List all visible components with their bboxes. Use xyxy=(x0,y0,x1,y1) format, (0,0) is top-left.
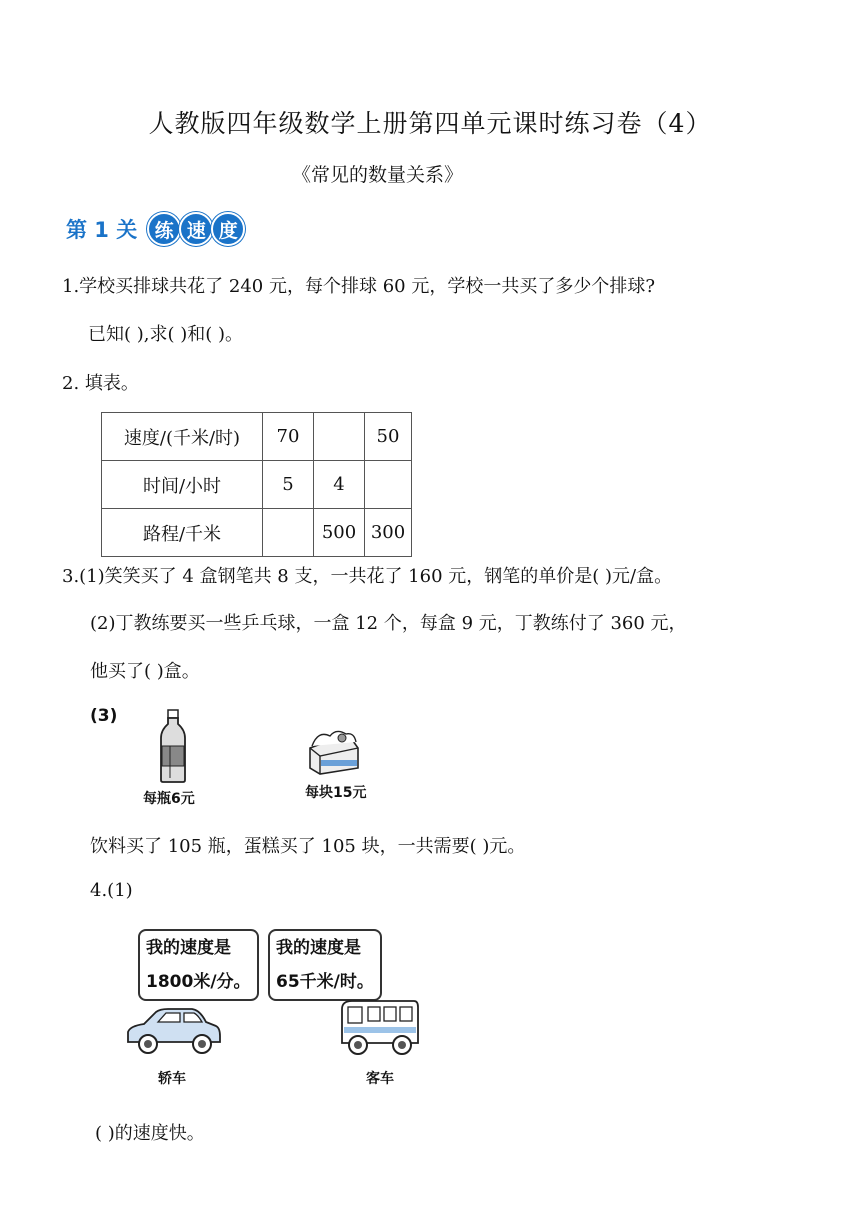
bus-speech-bubble xyxy=(268,929,382,1001)
table-row xyxy=(102,461,412,509)
bus-icon xyxy=(338,997,420,1059)
bus-bubble-line-1: 我的速度是 xyxy=(276,938,361,958)
table-cell: 70 xyxy=(263,413,314,461)
page-subtitle: 《常见的数量关系》 xyxy=(292,164,464,186)
car-speech-bubble xyxy=(138,929,259,1001)
car-bubble-line-1: 我的速度是 xyxy=(146,938,231,958)
page-title: 人教版四年级数学上册第四单元课时练习卷（4） xyxy=(148,109,712,138)
section-badge-3: 度 xyxy=(211,212,245,246)
question-4-label: 4.(1) xyxy=(90,880,133,901)
table-cell xyxy=(314,413,365,461)
table-cell: 5 xyxy=(263,461,314,509)
question-3-part-3-text: 饮料买了 105 瓶，蛋糕买了 105 块，一共需要( )元。 xyxy=(90,836,526,857)
table-cell: 500 xyxy=(314,509,365,557)
section-badge-1: 练 xyxy=(147,212,181,246)
section-badge-2: 速 xyxy=(179,212,213,246)
car-icon xyxy=(122,1004,224,1056)
table-cell: 时间/小时 xyxy=(102,461,263,509)
question-1-blanks: 已知( ),求( )和( )。 xyxy=(88,324,244,345)
question-3-part-2: (2)丁教练要买一些乒乓球，一盒 12 个，每盒 9 元，丁教练付了 360 元， xyxy=(90,613,687,634)
bottle-price-label: 每瓶6元 xyxy=(143,791,195,807)
question-2-text: 2. 填表。 xyxy=(62,373,139,394)
table-cell: 50 xyxy=(365,413,412,461)
question-3-part-2-blank: 他买了( )盒。 xyxy=(90,661,200,682)
table-cell: 4 xyxy=(314,461,365,509)
bottle-icon xyxy=(158,708,188,784)
question-1-text: 1.学校买排球共花了 240 元，每个排球 60 元，学校一共买了多少个排球? xyxy=(62,276,655,297)
speed-time-distance-table xyxy=(101,412,412,557)
question-4-answer: ( )的速度快。 xyxy=(95,1123,205,1144)
table-cell: 速度/(千米/时) xyxy=(102,413,263,461)
bus-bubble-line-2: 65千米/时。 xyxy=(276,972,374,992)
table-cell xyxy=(365,461,412,509)
cake-icon xyxy=(306,726,362,776)
table-cell: 300 xyxy=(365,509,412,557)
cake-price-label: 每块15元 xyxy=(305,785,367,801)
bus-label: 客车 xyxy=(366,1071,394,1087)
car-label: 轿车 xyxy=(158,1071,186,1087)
table-row xyxy=(102,413,412,461)
table-cell: 路程/千米 xyxy=(102,509,263,557)
table-row xyxy=(102,509,412,557)
section-heading xyxy=(66,212,243,246)
section-prefix: 第 1 关 xyxy=(66,218,138,242)
question-3-part-3-label: (3) xyxy=(90,706,118,726)
car-bubble-line-2: 1800米/分。 xyxy=(146,972,251,992)
table-cell xyxy=(263,509,314,557)
question-3-part-1: 3.(1)笑笑买了 4 盒钢笔共 8 支，一共花了 160 元，钢笔的单价是( )元/盒。 xyxy=(62,566,673,587)
